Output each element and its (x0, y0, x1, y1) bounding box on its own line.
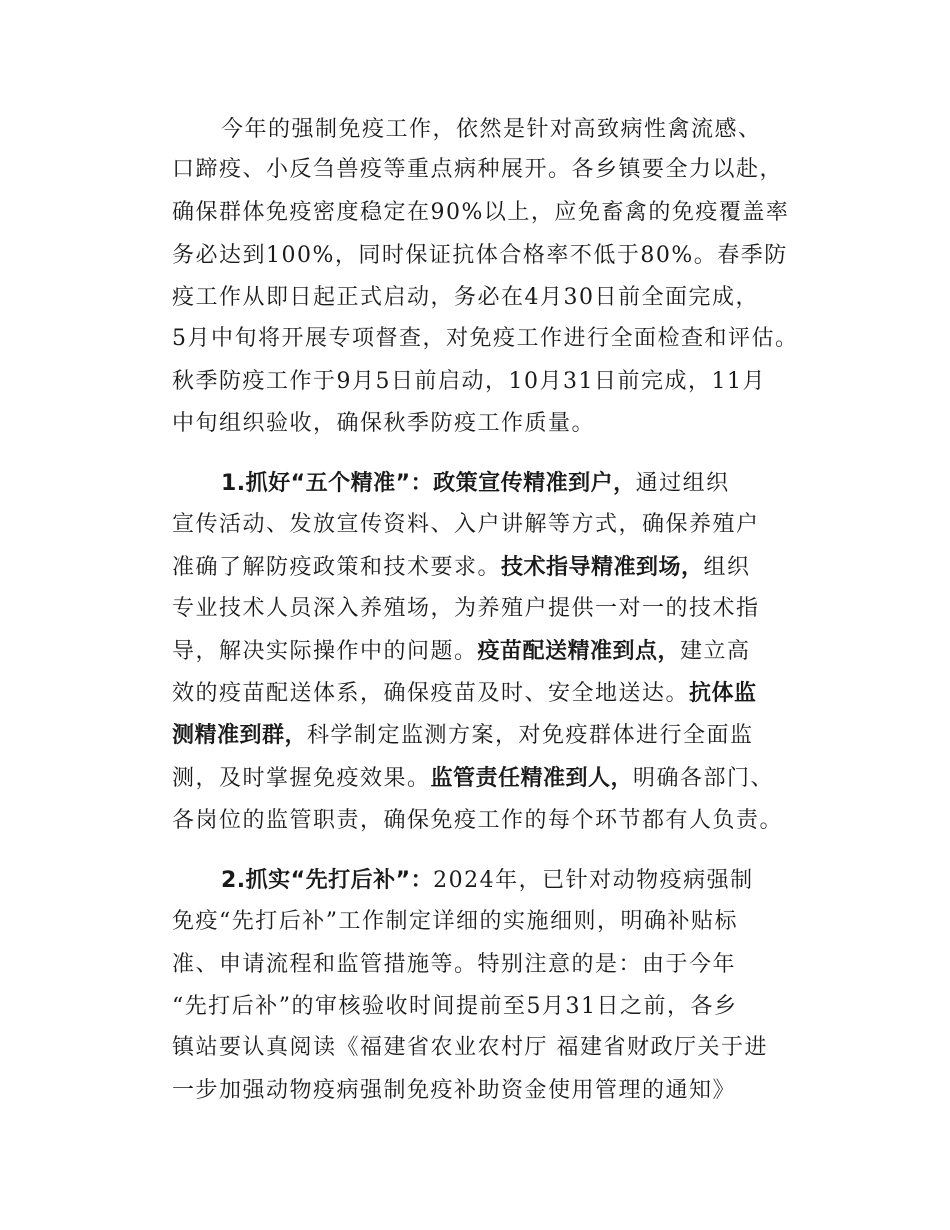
text-run: 效的疫苗配送体系，确保疫苗及时、安全地送达。 (172, 681, 690, 706)
section-1-line-5 (172, 636, 751, 668)
section-2-line-2: 免疫“先打后补”工作制定详细的实施细则，明确补贴标 (172, 909, 738, 934)
section-1-heading: 1.抓好“五个精准”：政策宣传精准到户， (221, 471, 636, 496)
bold-phrase: 技术指导精准到场， (501, 555, 704, 580)
section-1-line-3 (172, 552, 751, 584)
text-run: 测，及时掌握免疫效果。 (172, 766, 431, 791)
bold-phrase: 监管责任精准到人， (430, 766, 634, 791)
paragraph-line: 口蹄疫、小反刍兽疫等重点病种展开。各乡镇要全力以赴， (172, 157, 784, 182)
paragraph-line: 今年的强制免疫工作，依然是针对高致病性禽流感、 (221, 117, 762, 142)
text-run: 建立高 (680, 639, 751, 664)
text-run: 准确了解防疫政策和技术要求。 (172, 555, 502, 580)
section-1-line-6 (172, 678, 757, 710)
text-run: 2024年，已针对动物疫病强制 (433, 868, 754, 893)
text-run: 导，解决实际操作中的问题。 (172, 639, 478, 664)
paragraph-line: 秋季防疫工作于9月5日前启动，10月31日前完成，11月 (172, 369, 766, 394)
bold-phrase: 疫苗配送精准到点， (477, 639, 681, 664)
section-1-line-1 (221, 468, 730, 500)
section-2-heading: 2.抓实“先打后补”： (221, 868, 434, 893)
paragraph-line: 中旬组织验收，确保秋季防疫工作质量。 (172, 411, 596, 436)
text-run: 科学制定监测方案，对免疫群体进行全面监 (307, 723, 754, 748)
bold-phrase: 抗体监 (689, 681, 757, 706)
paragraph-line: 疫工作从即日起正式启动，务必在4月30日前全面完成， (172, 285, 759, 310)
section-1-line-9: 各岗位的监管职责，确保免疫工作的每个环节都有人负责。 (172, 808, 784, 833)
text-run: 通过组织 (635, 471, 730, 496)
paragraph-line: 5月中旬将开展专项督查，对免疫工作进行全面检查和评估。 (172, 326, 799, 351)
section-2-line-6: 一步加强动物疫病强制免疫补助资金使用管理的通知》 (172, 1078, 737, 1103)
section-1-line-7 (172, 720, 754, 752)
section-2-line-4: “先打后补”的审核验收时间提前至5月31日之前，各乡 (172, 994, 738, 1019)
section-2-line-5: 镇站要认真阅读《福建省农业农村厅 福建省财政厅关于进 (172, 1035, 768, 1060)
text-run: 明确各部门、 (633, 766, 775, 791)
bold-phrase: 测精准到群， (172, 723, 308, 748)
section-2-line-1 (221, 865, 754, 897)
paragraph-line: 务必达到100%，同时保证抗体合格率不低于80%。春季防 (172, 243, 788, 268)
paragraph-line: 确保群体免疫密度稳定在90%以上，应免畜禽的免疫覆盖率 (172, 200, 790, 225)
section-2-line-3: 准、申请流程和监管措施等。特别注意的是：由于今年 (172, 952, 737, 977)
section-1-line-8 (172, 763, 774, 795)
section-1-line-4: 专业技术人员深入养殖场，为养殖户提供一对一的技术指 (172, 596, 760, 621)
text-run: 组织 (703, 555, 751, 580)
section-1-line-2: 宣传活动、发放宣传资料、入户讲解等方式，确保养殖户 (172, 512, 760, 537)
